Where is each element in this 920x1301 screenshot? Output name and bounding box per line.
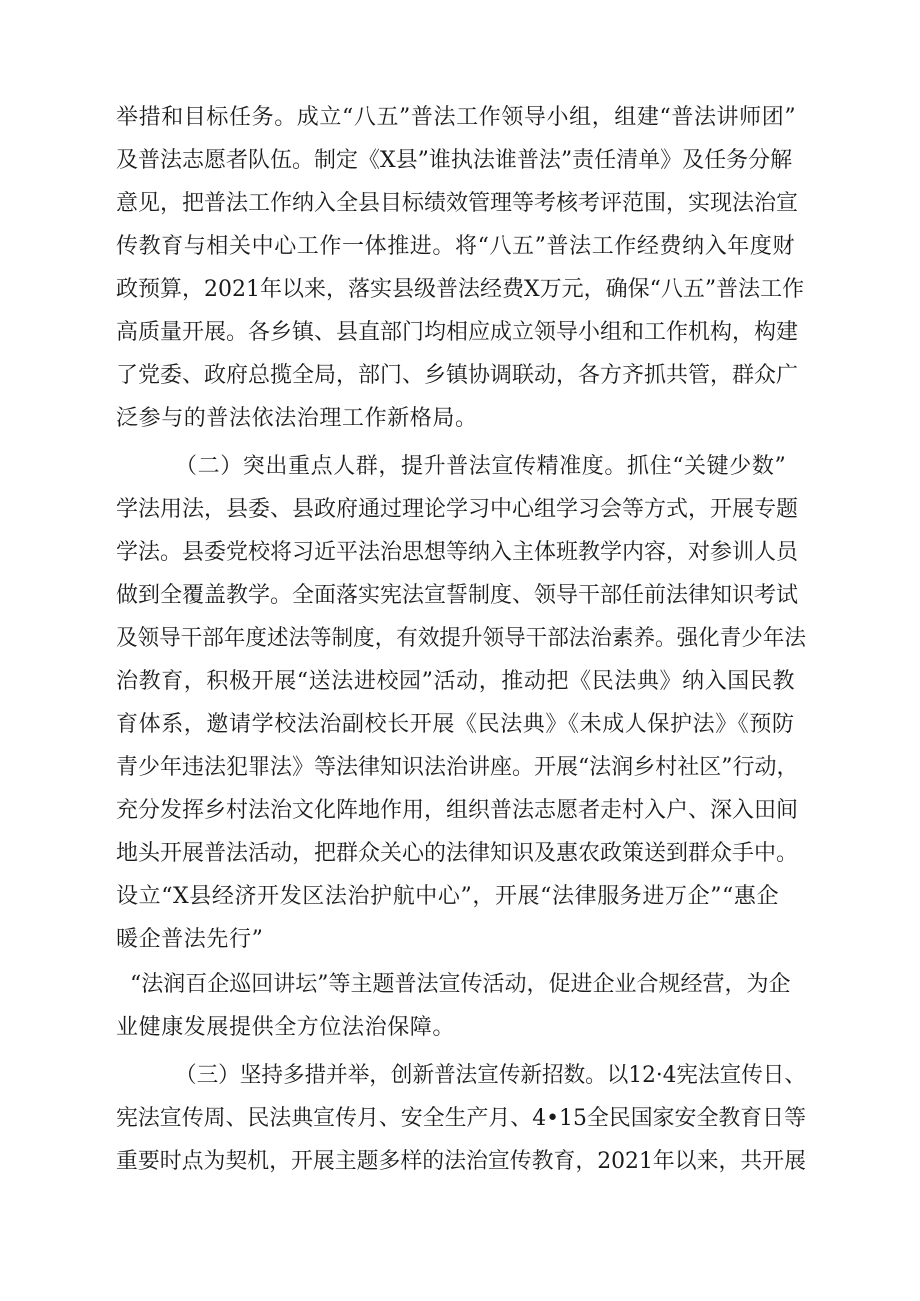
text-line: 学法用法，县委、县政府通过理论学习中心组学习会等方式，开展专题 [116, 497, 799, 522]
text-line: “法润百企巡回讲坛”等主题普法宣传活动，促进企业合规经营，为企 [130, 972, 791, 997]
text-line: 充分发挥乡村法治文化阵地作用，组织普法志愿者走村入户、深入田间 [116, 798, 799, 823]
text-line: 学法。县委党校将习近平法治思想等纳入主体班教学内容，对参训人员 [116, 540, 799, 565]
text-line: 举措和目标任务。成立“八五”普法工作领导小组，组建“普法讲师团” [116, 105, 797, 130]
text-line: 政预算，2021年以来，落实县级普法经费X万元，确保“八五”普法工作 [116, 277, 805, 302]
text-line: 了党委、政府总揽全局，部门、乡镇协调联动，各方齐抓共管，群众广 [116, 363, 799, 388]
text-line: 做到全覆盖教学。全面落实宪法宣誓制度、领导干部任前法律知识考试 [116, 583, 799, 608]
section-heading-line: （二）突出重点人群，提升普法宣传精准度。抓住“关键少数” [175, 454, 787, 479]
text-line: 治教育，积极开展“送法进校园”活动，推动把《民法典》纳入国民教 [116, 669, 796, 694]
text-line: 设立“X县经济开发区法治护航中心”，开展“法律服务进万企”“惠企 [116, 884, 780, 909]
text-line: 青少年违法犯罪法》等法律知识法治讲座。开展“法润乡村社区”行动， [116, 755, 799, 780]
text-line: 意见，把普法工作纳入全县目标绩效管理等考核考评范围，实现法治宣 [116, 191, 799, 216]
text-line: 传教育与相关中心工作一体推进。将“八五”普法工作经费纳入年度财 [116, 234, 796, 259]
text-line: 及普法志愿者队伍。制定《X县”谁执法谁普法”责任清单》及任务分解 [116, 148, 793, 173]
text-line: 重要时点为契机，开展主题多样的法治宣传教育，2021年以来，共开展 [116, 1149, 806, 1174]
section-heading-line: （三）坚持多措并举，创新普法宣传新招数。以12·4宪法宣传日、 [175, 1063, 806, 1088]
text-line: 宪法宣传周、民法典宣传月、安全生产月、4•15全民国家安全教育日等 [116, 1106, 807, 1131]
text-line: 及领导干部年度述法等制度，有效提升领导干部法治素养。强化青少年法 [116, 626, 807, 651]
text-line: 泛参与的普法依法治理工作新格局。 [116, 406, 478, 431]
text-line: 业健康发展提供全方位法治保障。 [116, 1015, 456, 1040]
text-line: 暖企普法先行” [116, 927, 264, 952]
text-line: 地头开展普法活动，把群众关心的法律知识及惠农政策送到群众手中。 [116, 841, 799, 866]
text-line: 育体系，邀请学校法治副校长开展《民法典》《未成人保护法》《预防 [116, 712, 795, 737]
text-line: 高质量开展。各乡镇、县直部门均相应成立领导小组和工作机构，构建 [116, 320, 799, 345]
